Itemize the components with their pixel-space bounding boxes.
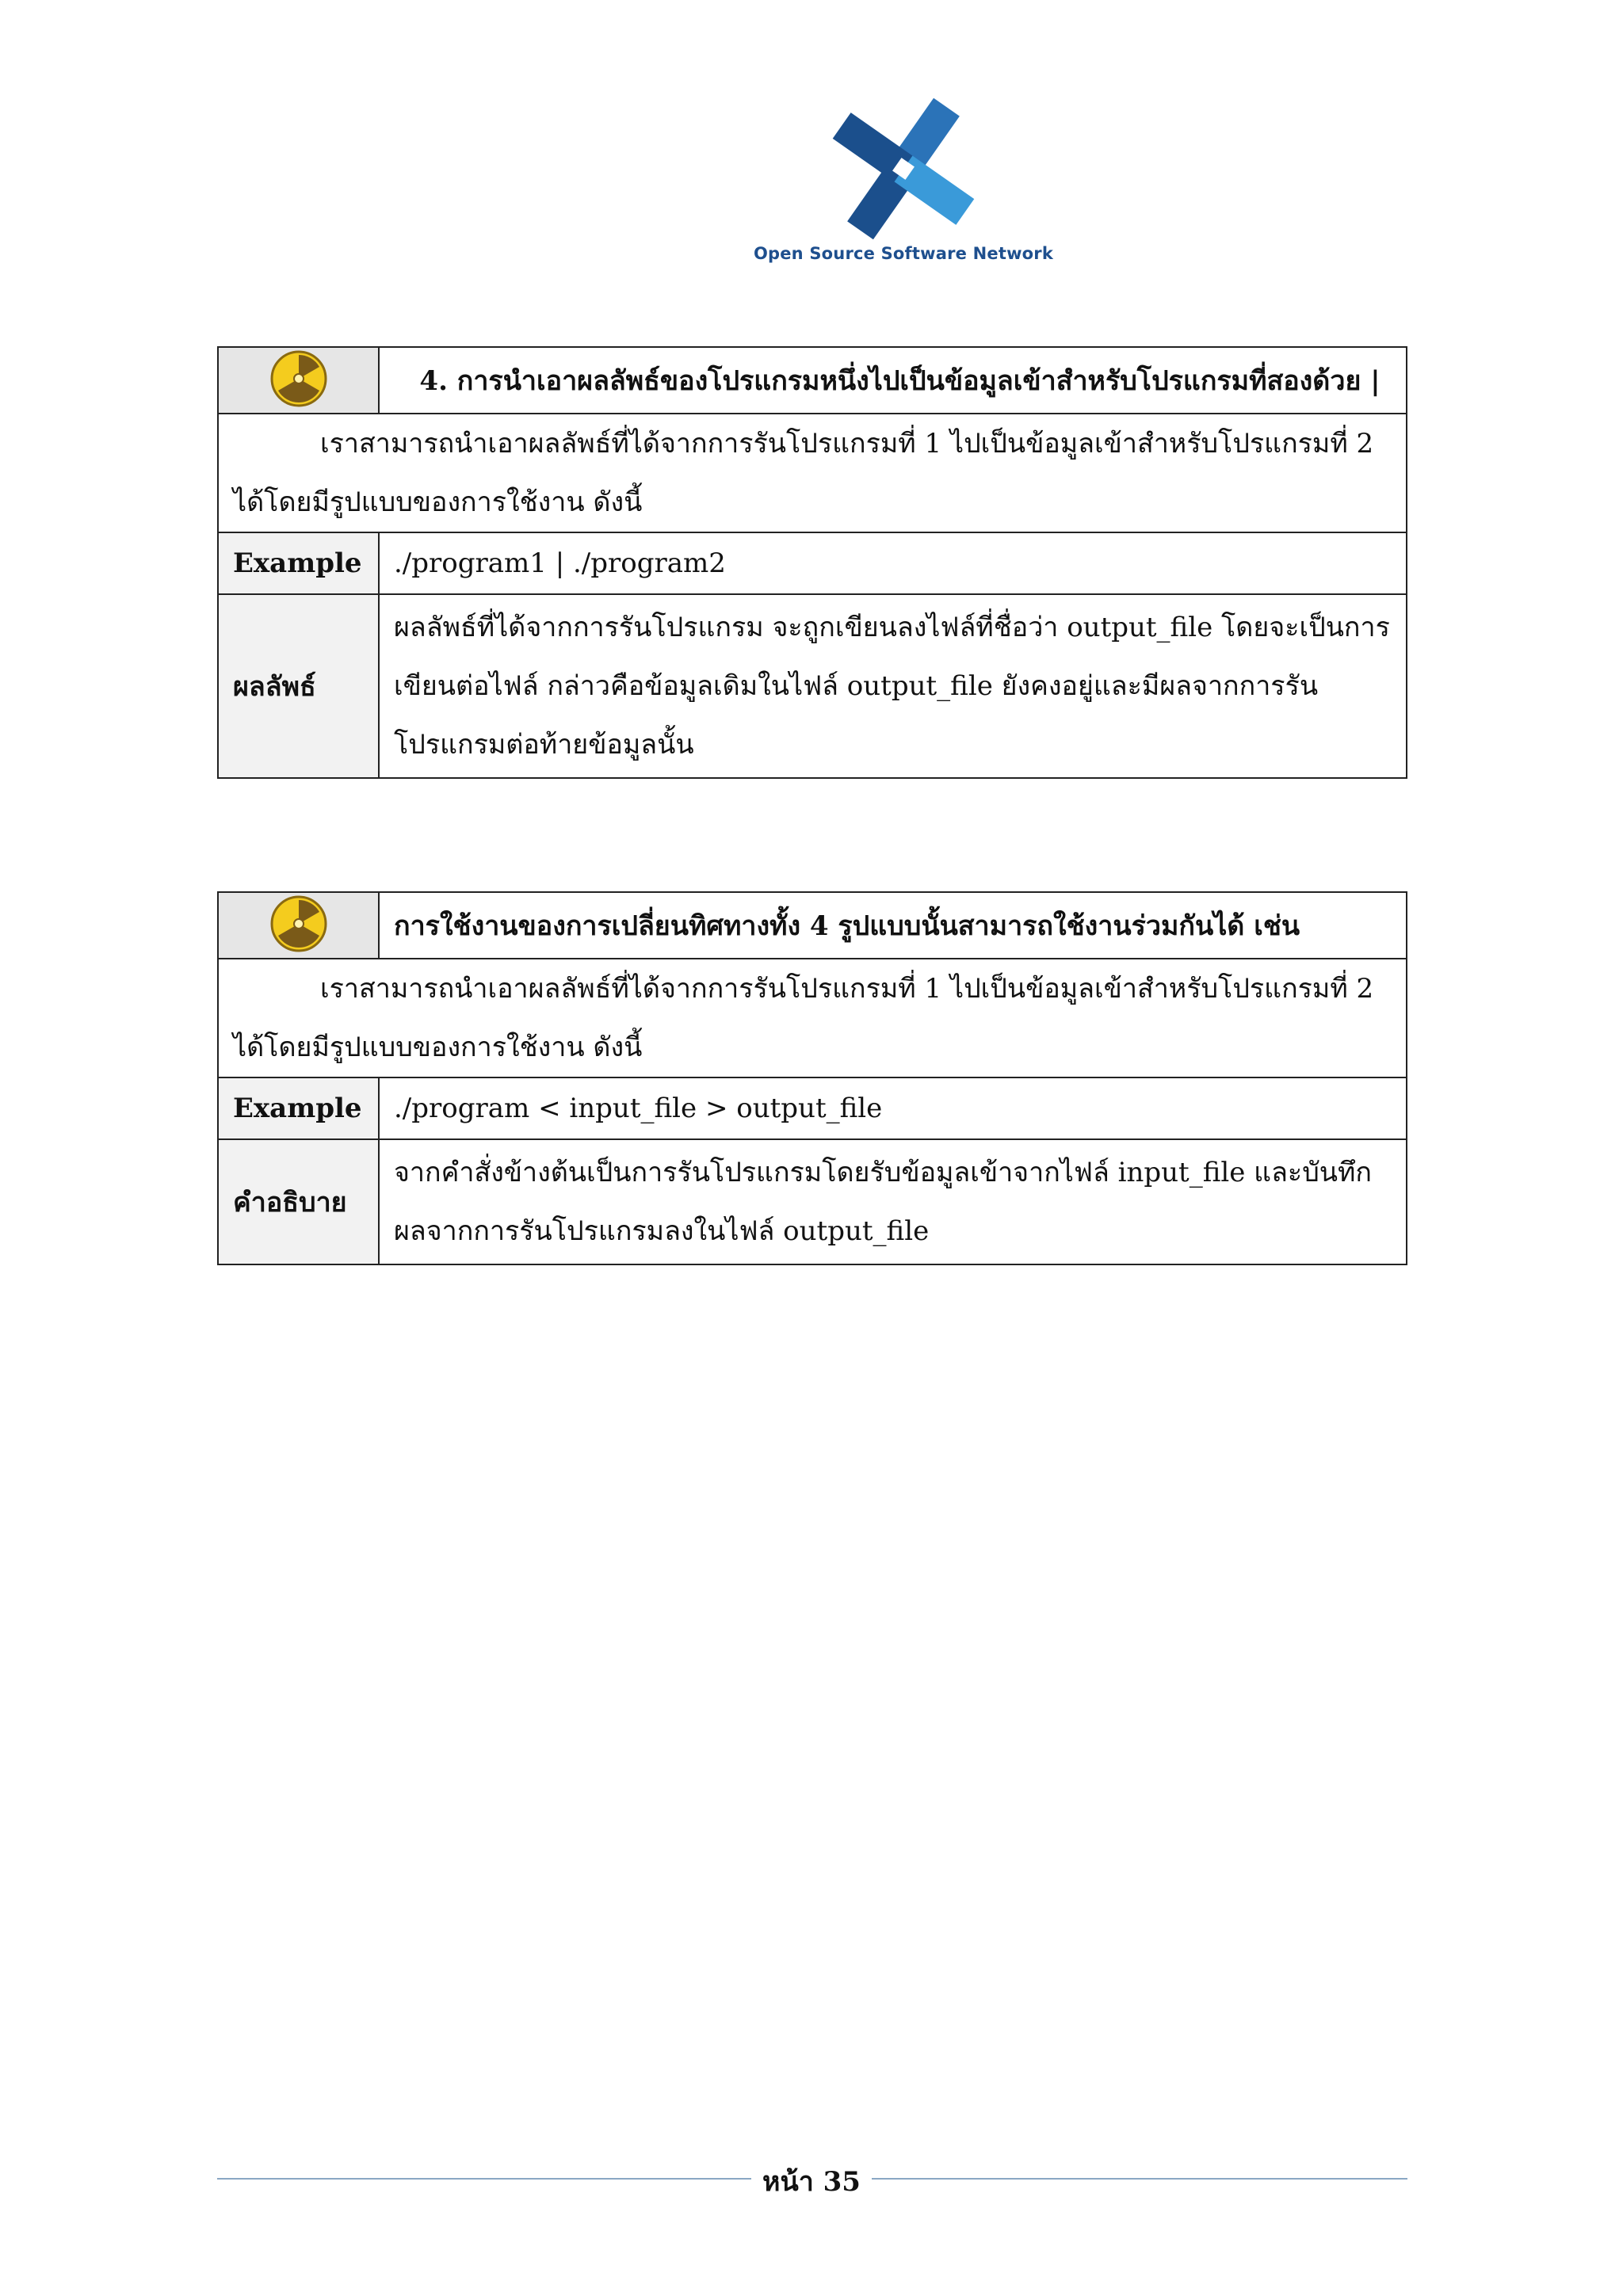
section-1-example-label: Example bbox=[218, 532, 379, 594]
radiation-icon bbox=[269, 894, 329, 954]
section-1-table bbox=[217, 346, 1407, 779]
section-1-example-value: ./program1 | ./program2 bbox=[379, 532, 1407, 594]
section-1-description: เราสามารถนำเอาผลลัพธ์ที่ได้จากการรันโปรแกรมที่ 1 ไปเป็นข้อมูลเข้าสำหรับโปรแกรมที่ 2 ได้โดยมีรูปแบบของการใช้งาน ดังนี้ bbox=[218, 414, 1407, 532]
section-2-result-value: จากคำสั่งข้างต้นเป็นการรันโปรแกรมโดยรับข้อมูลเข้าจากไฟล์ input_file และบันทึกผลจากการรันโปรแกรมลงในไฟล์ output_file bbox=[379, 1139, 1407, 1264]
section-1-result-label: ผลลัพธ์ bbox=[218, 594, 379, 778]
section-2-icon-cell bbox=[218, 892, 379, 959]
section-1-icon-cell bbox=[218, 347, 379, 414]
section-2-example-label: Example bbox=[218, 1077, 379, 1139]
section-2-result-label: คำอธิบาย bbox=[218, 1139, 379, 1264]
footer-divider-left bbox=[217, 2178, 751, 2180]
section-2-table bbox=[217, 891, 1407, 1265]
section-2-title: การใช้งานของการเปลี่ยนทิศทางทั้ง 4 รูปแบบนั้นสามารถใช้งานร่วมกันได้ เช่น bbox=[379, 892, 1407, 959]
section-1-title: 4. การนำเอาผลลัพธ์ของโปรแกรมหนึ่งไปเป็นข้อมูลเข้าสำหรับโปรแกรมที่สองด้วย | bbox=[379, 347, 1407, 414]
logo bbox=[737, 79, 1070, 285]
logo-text: Open Source Software Network bbox=[753, 244, 1054, 263]
page-number: หน้า 35 bbox=[762, 2166, 861, 2198]
pinwheel-logo-icon bbox=[800, 86, 1006, 252]
section-1-result-value: ผลลัพธ์ที่ได้จากการรันโปรแกรม จะถูกเขียนลงไฟล์ที่ชื่อว่า output_file โดยจะเป็นการเขียนต่อไฟล์ กล่าวคือข้อมูลเดิมในไฟล์ output_file ยังคงอยู่และมีผลจากการรันโปรแกรมต่อท้ายข้อมูลนั้น bbox=[379, 594, 1407, 778]
section-2-description: เราสามารถนำเอาผลลัพธ์ที่ได้จากการรันโปรแกรมที่ 1 ไปเป็นข้อมูลเข้าสำหรับโปรแกรมที่ 2 ได้โดยมีรูปแบบของการใช้งาน ดังนี้ bbox=[218, 959, 1407, 1077]
footer-divider-right bbox=[872, 2178, 1407, 2180]
section-2-example-value: ./program < input_file > output_file bbox=[379, 1077, 1407, 1139]
radiation-icon bbox=[269, 349, 329, 409]
